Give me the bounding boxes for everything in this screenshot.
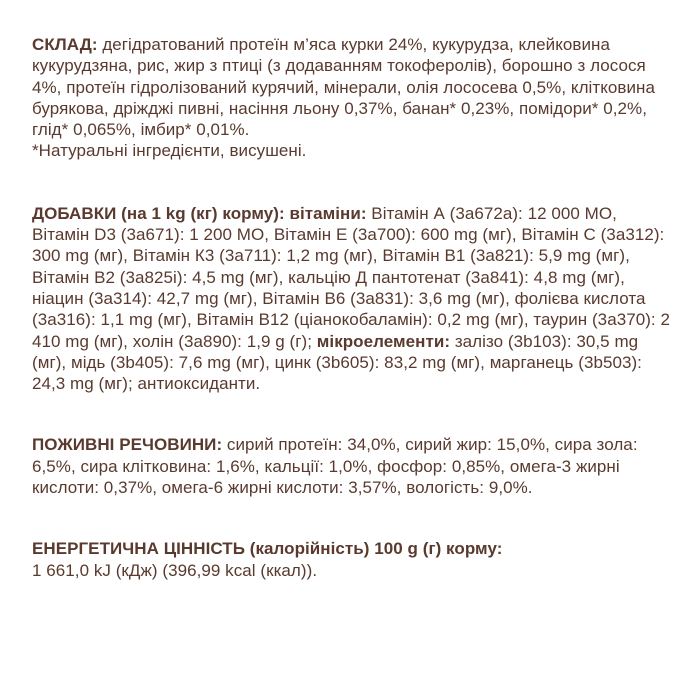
- microelements-label: мікроелементи:: [312, 331, 451, 351]
- composition-section: [32, 34, 672, 162]
- vitamins-label: вітаміни:: [284, 203, 367, 223]
- nutrients-text: сирий протеїн: 34,0%, сирий жир: 15,0%, сира зола: 6,5%, сира клітковина: 1,6%, кальції: 1,0%, фосфор: 0,85%, омега-3 жирні кислоти: 0,37%, омега-6 жирні кислоти: 3,57%, вологість: 9,0%.: [32, 435, 638, 498]
- microelements-text: залізо (3b103): 30,5 mg (мг), мідь (3b405): 7,6 mg (мг), цинк (3b605): 83,2 mg (мг), марганець (3b503): 24,3 mg (мг); антиоксиданти.: [32, 331, 642, 394]
- energy-heading: ЕНЕРГЕТИЧНА ЦІННІСТЬ (калорійність) 100 g (г) корму:: [32, 539, 503, 559]
- energy-section: [32, 538, 672, 581]
- composition-heading: СКЛАД:: [32, 35, 98, 54]
- composition-note: *Натуральні інгредієнти, висушені.: [32, 141, 307, 161]
- nutrients-section: [32, 434, 672, 498]
- additives-section: [32, 203, 672, 395]
- energy-text: 1 661,0 kJ (кДж) (396,99 kcal (ккал)).: [32, 560, 318, 580]
- composition-text: дегідратований протеїн м’яса курки 24%, кукурудза, клейковина кукурудзяна, рис, жир з птиці (з додаванням токоферолів), борошно з лосося 4%, протеїн гідролізований курячий, мінерали, олія лососева 0,5%, клітковина бурякова, дріжджі пивні, насіння льону 0,37%, банан* 0,23%, помідори* 0,2%, глід* 0,065%, імбир* 0,01%.: [32, 35, 655, 140]
- product-label-sheet: [32, 34, 672, 581]
- additives-heading: ДОБАВКИ (на 1 kg (кг) корму):: [32, 203, 285, 223]
- vitamins-text: Вітамін А (3а672а): 12 000 МО, Вітамін D3 (3а671): 1 200 МО, Вітамін Е (3а700): 600 mg (мг), Вітамін С (3а312): 300 mg (мг), Вітамін К3 (3а711): 1,2 mg (мг), Вітамін В1 (3а821): 5,9 mg (мг), Вітамін В2 (3а825і): 4,5 mg (мг), кальцію Д пантотенат (3а841): 4,8 mg (мг), ніацин (3а314): 42,7 mg (мг), Вітамін В6 (3а831): 3,6 mg (мг), фолієва кислота (3а316): 1,1 mg (мг), Вітамін В12 (ціанокобаламін): 0,2 mg (мг), таурин (3а370): 2 410 mg (мг), холін (3а890): 1,9 g (г);: [32, 203, 670, 351]
- nutrients-heading: ПОЖИВНІ РЕЧОВИНИ:: [32, 435, 223, 455]
